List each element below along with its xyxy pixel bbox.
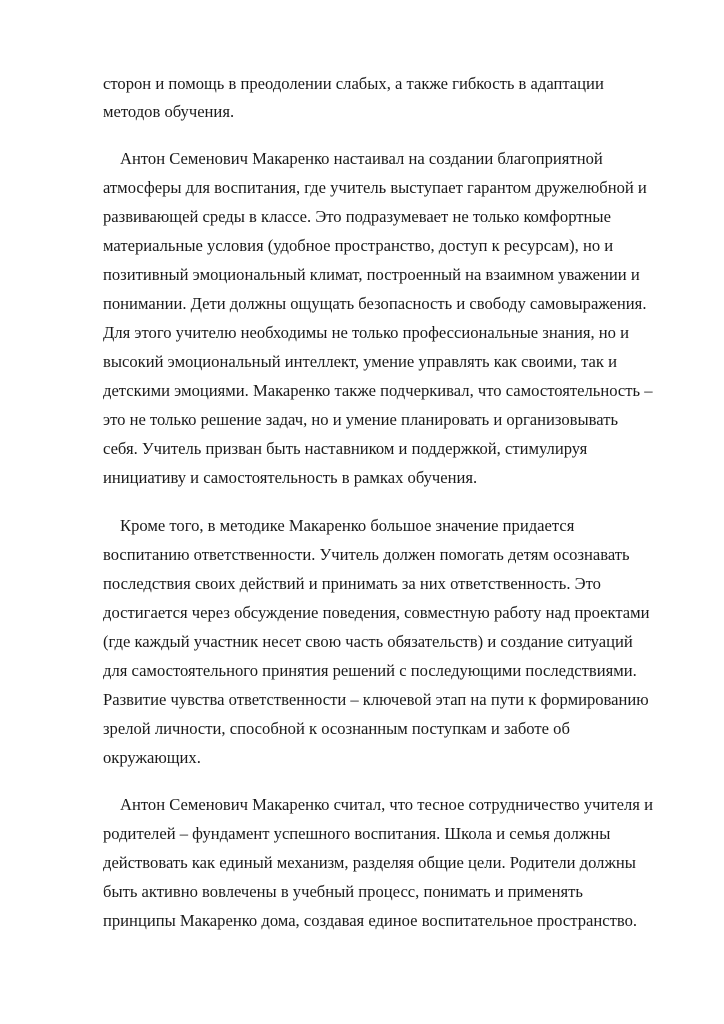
p2-line-11: себя. Учитель призван быть наставником и поддержкой, стимулируя [103,439,588,458]
p2-line-8: высокий эмоциональный интеллект, умение управлять как своими, так и [103,352,617,371]
p4-line-2: родителей – фундамент успешного воспитания. Школа и семья должны [103,824,611,843]
p3-line-6: для самостоятельного принятия решений с последующими последствиями. [103,661,637,680]
p4-line-4: быть активно вовлечены в учебный процесс, понимать и применять [103,882,583,901]
p3-line-4: достигается через обсуждение поведения, совместную работу над проектами [103,603,650,622]
p2-line-9: детскими эмоциями. Макаренко также подчеркивал, что самостоятельность – [103,381,653,400]
p4-line-1: Антон Семенович Макаренко считал, что тесное сотрудничество учителя и [120,795,653,814]
p2-line-7: Для этого учителю необходимы не только профессиональные знания, но и [103,323,629,342]
p2-line-4: материальные условия (удобное пространство, доступ к ресурсам), но и [103,236,614,255]
p2-line-12: инициативу и самостоятельность в рамках обучения. [103,468,478,487]
p2-line-5: позитивный эмоциональный климат, построенный на взаимном уважении и [103,265,640,284]
p1-line-1: сторон и помощь в преодолении слабых, а также гибкость в адаптации [103,74,604,93]
p1-line-2: методов обучения. [103,102,235,121]
p3-line-9: окружающих. [103,748,201,767]
p3-line-2: воспитанию ответственности. Учитель должен помогать детям осознавать [103,545,630,564]
p3-line-3: последствия своих действий и принимать за них ответственность. Это [103,574,601,593]
p2-line-10: это не только решение задач, но и умение планировать и организовывать [103,410,619,429]
p4-line-5: принципы Макаренко дома, создавая единое воспитательное пространство. [103,911,638,930]
p3-line-5: (где каждый участник несет свою часть обязательств) и создание ситуаций [103,632,633,651]
p2-line-6: понимании. Дети должны ощущать безопасность и свободу самовыражения. [103,294,647,313]
p3-line-7: Развитие чувства ответственности – ключевой этап на пути к формированию [103,690,649,709]
p3-line-8: зрелой личности, способной к осознанным поступкам и заботе об [103,719,570,738]
p2-line-2: атмосферы для воспитания, где учитель выступает гарантом дружелюбной и [103,178,647,197]
p2-line-1: Антон Семенович Макаренко настаивал на создании благоприятной [120,149,603,168]
p3-line-1: Кроме того, в методике Макаренко большое значение придается [120,516,575,535]
p2-line-3: развивающей среды в классе. Это подразумевает не только комфортные [103,207,611,226]
p4-line-3: действовать как единый механизм, разделяя общие цели. Родители должны [103,853,636,872]
